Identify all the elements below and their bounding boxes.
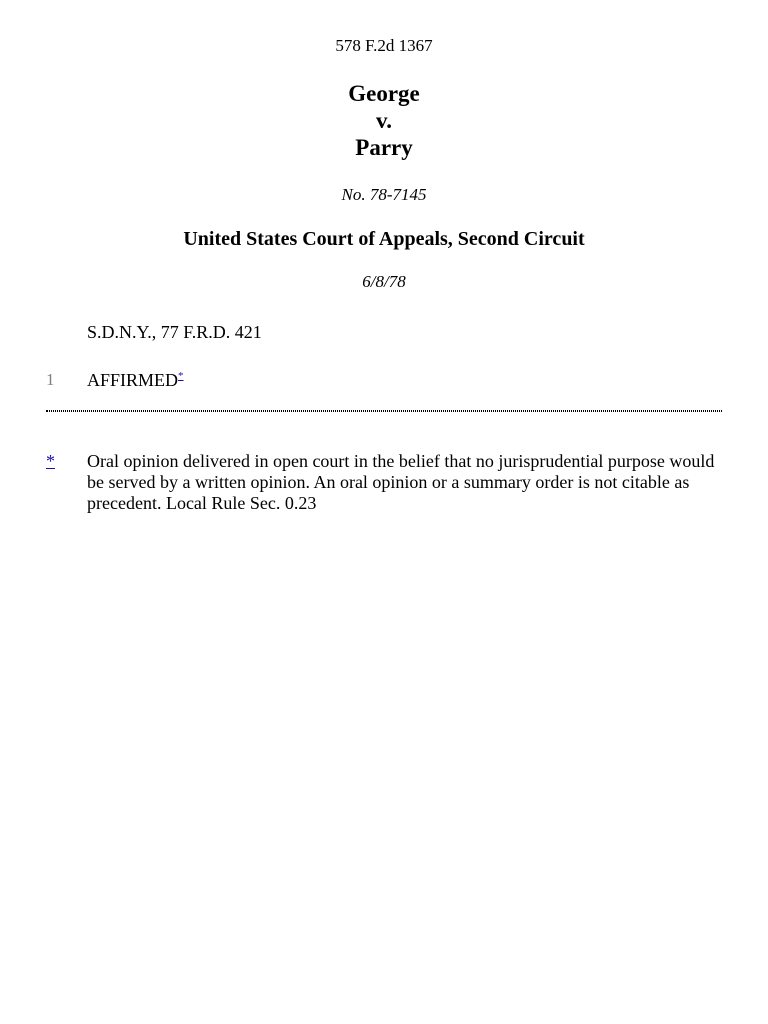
footnote-divider (46, 410, 722, 412)
footnote-marker-link[interactable]: * (46, 451, 55, 471)
paragraph-number: 1 (46, 370, 55, 389)
disposition-text: AFFIRMED (87, 370, 179, 390)
court-name: United States Court of Appeals, Second Circuit (183, 228, 585, 250)
case-title (0, 80, 768, 161)
docket-number: No. 78-7145 (341, 185, 427, 204)
plaintiff-name: George (348, 81, 420, 106)
decision-date: 6/8/78 (362, 272, 406, 291)
versus-label: v. (376, 108, 392, 133)
footnote-ref-link[interactable]: * (178, 370, 184, 382)
footnote-text: Oral opinion delivered in open court in the belief that no jurisprudential purpose would be served by a written opinion. An oral opinion or a summary order is not citable as precedent. Local Rule Sec. 0.23 (87, 451, 715, 513)
case-citation: 578 F.2d 1367 (335, 36, 433, 55)
lower-court-origin: S.D.N.Y., 77 F.R.D. 421 (87, 322, 262, 342)
paragraph-text (87, 370, 184, 391)
defendant-name: Parry (355, 135, 413, 160)
